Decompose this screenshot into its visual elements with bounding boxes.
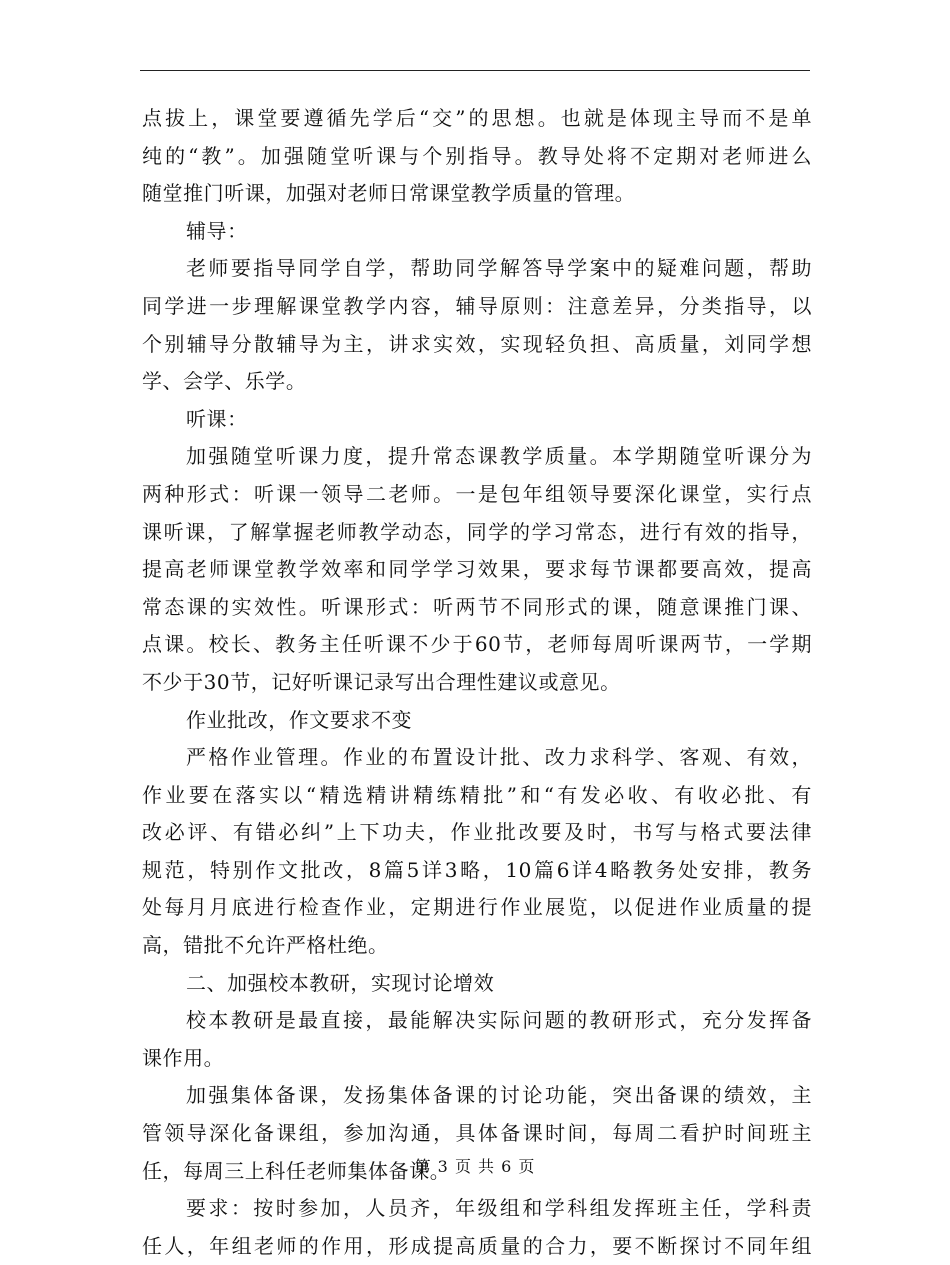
text-line: 提高老师课堂教学效率和同学学习效果，要求每节课都要高效，提高: [142, 557, 812, 582]
text-line: 老师要指导同学自学，帮助同学解答导学案中的疑难问题，帮助: [186, 256, 812, 281]
text-line: 辅导：: [186, 218, 248, 243]
text-line: 规范，特别作文批改，8篇5详3略，10篇6详4略教务处安排，教务: [142, 857, 812, 882]
text-line: 两种形式：听课一领导二老师。一是包年组领导要深化课堂，实行点: [142, 481, 812, 506]
text-line: 点课。校长、教务主任听课不少于60节，老师每周听课两节，一学期: [142, 632, 812, 657]
text-line: 点拔上，课堂要遵循先学后“交”的思想。也就是体现主导而不是单: [142, 106, 812, 130]
text-line: 课听课，了解掌握老师教学动态，同学的学习常态，进行有效的指导，: [142, 519, 812, 544]
text-line: 处每月月底进行检查作业，定期进行作业展览，以促进作业质量的提: [142, 895, 812, 920]
text-line: 严格作业管理。作业的布置设计批、改力求科学、客观、有效，: [186, 745, 812, 770]
text-line: 加强随堂听课力度，提升常态课教学质量。本学期随堂听课分为: [186, 444, 812, 469]
text-line: 随堂推门听课，加强对老师日常课堂教学质量的管理。: [142, 181, 636, 206]
text-line: 加强集体备课，发扬集体备课的讨论功能，突出备课的绩效，主: [186, 1083, 812, 1108]
text-line: 个别辅导分散辅导为主，讲求实效，实现轻负担、高质量，刘同学想: [142, 331, 812, 356]
text-line: 不少于30节，记好听课记录写出合理性建议或意见。: [142, 669, 621, 694]
text-line: 要求：按时参加，人员齐，年级组和学科组发挥班主任，学科责: [186, 1196, 812, 1221]
text-line: 纯的“教”。加强随堂听课与个别指导。教导处将不定期对老师进么: [142, 143, 812, 168]
text-line: 课作用。: [142, 1045, 225, 1070]
text-line: 二、加强校本教研，实现讨论增效: [186, 970, 495, 995]
text-line: 作业批改，作文要求不变: [186, 707, 413, 732]
text-line: 任人，年组老师的作用，形成提高质量的合力，要不断探讨不同年组: [142, 1233, 812, 1258]
text-line: 同学进一步理解课堂教学内容，辅导原则：注意差异，分类指导，以: [142, 293, 812, 318]
text-line: 管领导深化备课组，参加沟通，具体备课时间，每周二看护时间班主: [142, 1121, 812, 1146]
text-line: 常态课的实效性。听课形式：听两节不同形式的课，随意课推门课、: [142, 594, 812, 619]
header-rule: [140, 70, 810, 71]
document-body: [142, 100, 812, 1265]
text-line: 高，错批不允许严格杜绝。: [142, 933, 389, 958]
text-line: 任，每周三上科任老师集体备课。: [142, 1158, 451, 1183]
page-footer: 第 3 页 共 6 页: [414, 1157, 536, 1176]
text-line: 听课：: [186, 406, 248, 431]
text-line: 作业要在落实以“精选精讲精练精批”和“有发必收、有收必批、有: [142, 782, 812, 807]
text-line: 改必评、有错必纠”上下功夫，作业批改要及时，书写与格式要法律: [142, 820, 812, 845]
text-line: 校本教研是最直接，最能解决实际问题的教研形式，充分发挥备: [186, 1008, 812, 1033]
text-line: 学、会学、乐学。: [142, 369, 307, 394]
